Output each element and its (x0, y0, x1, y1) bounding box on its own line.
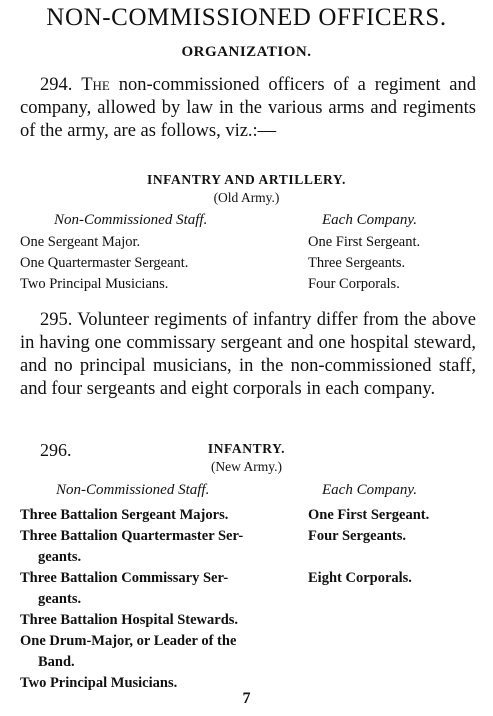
paragraph-294 (20, 74, 476, 143)
staff-list-item: geants. (38, 591, 82, 607)
paragraph-number: 294. (40, 75, 73, 95)
staff-list-item: One Quartermaster Sergeant. (20, 255, 189, 271)
company-list-item: Eight Corporals. (308, 570, 412, 586)
paragraph-295: 295. Volunteer regiments of infantry differ from the above in having one commissary sergeant and one hospital steward, and no principal musicians, in the non-commissioned staff, and four sergeants and eight corporals in each company. (20, 310, 476, 399)
staff-list-item: Three Battalion Sergeant Majors. (20, 507, 229, 523)
staff-list-item: Three Battalion Quartermaster Ser- (20, 528, 244, 544)
section-subheading-old-army: (Old Army.) (213, 190, 280, 205)
staff-list-item: Three Battalion Commissary Ser- (20, 570, 229, 586)
staff-list-item: geants. (38, 549, 82, 565)
staff-list-item: Two Principal Musicians. (20, 276, 169, 292)
staff-column-heading: Non-Commissioned Staff. (54, 212, 208, 228)
company-list-item: Four Sergeants. (308, 528, 407, 544)
company-list-item: Three Sergeants. (308, 255, 406, 271)
section-heading-infantry: INFANTRY. (207, 441, 286, 456)
paragraph-number-296: 296. (40, 440, 72, 460)
paragraph-text: non-commissioned officers of a regiment and company, allowed by law in the various arms and regiments of the army, are as follows, viz.:— (20, 75, 477, 141)
company-column-heading: Each Company. (322, 212, 417, 228)
staff-list-item: One Drum-Major, or Leader of the (20, 633, 237, 649)
paragraph-lead: The (81, 75, 110, 95)
page-title: NON-COMMISSIONED OFFICERS. (46, 4, 447, 31)
company-list-item: One First Sergeant. (308, 234, 421, 250)
staff-list-item: Band. (38, 654, 75, 670)
page-number: 7 (242, 690, 251, 707)
staff-column-heading: Non-Commissioned Staff. (56, 482, 210, 498)
staff-list-item: Two Principal Musicians. (20, 675, 178, 691)
section-subheading-new-army: (New Army.) (210, 459, 283, 474)
section-heading-infantry-artillery: INFANTRY AND ARTILLERY. (146, 172, 347, 187)
staff-list-item: One Sergeant Major. (20, 234, 141, 250)
section-subtitle: ORGANIZATION. (181, 44, 312, 60)
company-column-heading: Each Company. (322, 482, 417, 498)
company-list-item: One First Sergeant. (308, 507, 430, 523)
company-list-item: Four Corporals. (308, 276, 400, 292)
staff-list-item: Three Battalion Hospital Stewards. (20, 612, 239, 628)
